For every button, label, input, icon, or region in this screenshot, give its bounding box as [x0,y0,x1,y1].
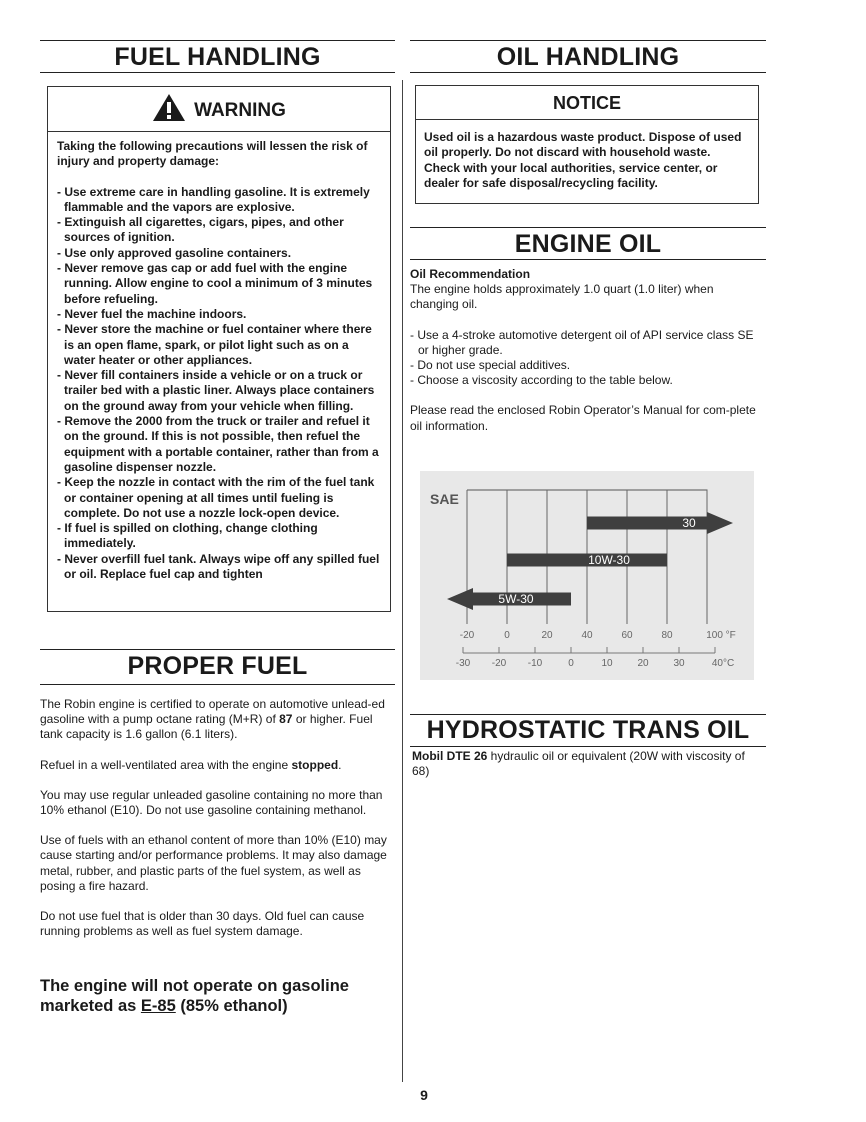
viscosity-bar [587,512,733,534]
warning-intro: Taking the following precautions will lessen the risk of injury and property damage: [57,139,368,169]
warning-item: - Never fill containers inside a vehicle or on a truck or trailer bed with a plastic liner. Always place containers on the ground away from your vehicle when filling. [57,368,375,413]
warning-item: - Keep the nozzle in contact with the rim of the fuel tank or container opening at all times until fueling is complete. Do not use a nozzle lock-open device. [57,475,375,520]
chart-title: SAE [430,491,459,507]
viscosity-bar [447,588,571,610]
celsius-tick-label: 40°C [711,658,735,669]
viscosity-bar-shape [507,554,667,567]
fahrenheit-tick-label: 20 [541,630,553,641]
oil-recommendation-subhead: Oil Recommendation [410,267,531,281]
refuel-emphasis: stopped [291,757,339,772]
engine-oil-title: ENGINE OIL [514,230,662,258]
warning-header [48,93,390,122]
column-divider [402,80,403,1082]
proper-fuel-bottom-rule [40,684,395,685]
celsius-tick-label: 10 [601,658,613,669]
hydrostatic-title: HYDROSTATIC TRANS OIL [426,716,750,744]
warning-item: - Never fuel the machine indoors. [57,306,247,321]
proper-fuel-text [40,697,395,939]
refuel-period: . [338,757,342,772]
fuel-handling-bottom-rule [40,72,395,73]
ethanol-paragraph: You may use regular unleaded gasoline containing no more than 10% ethanol (E10). Do not use gasoline containing methanol. [40,787,383,818]
warning-box [47,86,391,612]
notice-text: Used oil is a hazardous waste product. Dispose of used oil properly. Do not discard with household waste. Check with your local authorities, service center, or dealer for safe disposal/recycling facility. [424,130,742,190]
e85-note: (85% ethanol) [175,997,288,1015]
tank-capacity-text: or higher. Fuel tank capacity is 1.6 gallon (6.1 liters). [40,712,373,742]
engine-oil-top-rule [410,227,766,228]
octane-text: The Robin engine is certified to operate on automotive unlead-ed gasoline with a pump octane rating (M+R) of [40,697,385,727]
proper-fuel-title: PROPER FUEL [127,652,308,680]
warning-item: - Never store the machine or fuel container where there is an open flame, spark, or pilot light such as on a water heater or other appliances. [57,322,372,367]
warning-item: - Use extreme care in handling gasoline. It is extremely flammable and the vapors are explosive. [57,184,370,214]
viscosity-bar-label: 5W-30 [498,592,534,606]
warning-label: WARNING [194,100,286,121]
page-number: 9 [420,1087,428,1103]
oil-handling-bottom-rule [410,72,766,73]
octane-paragraph [40,697,395,743]
e85-statement [40,976,390,1016]
fahrenheit-tick-label: 40 [581,630,593,641]
viscosity-bar-label: 10W-30 [588,553,630,567]
refuel-text: Refuel in a well-ventilated area with the engine [40,757,292,772]
celsius-tick-label: 0 [568,658,574,669]
warning-triangle-icon [152,93,186,122]
celsius-tick-label: -10 [527,658,543,669]
viscosity-bar-shape [587,512,733,534]
old-fuel-paragraph: Do not use fuel that is older than 30 days. Old fuel can cause running problems as well as fuel system damage. [40,909,365,939]
hydrostatic-bottom-rule [410,746,766,747]
celsius-tick-label: -30 [455,658,471,669]
fahrenheit-tick-label: -20 [459,630,475,641]
sae-viscosity-chart [420,471,754,680]
operator-manual-paragraph: Please read the enclosed Robin Operator’s Manual for com-plete oil information. [410,403,756,433]
notice-box [415,85,759,204]
viscosity-bar-label: 30 [682,516,696,530]
warning-item: - Extinguish all cigarettes, cigars, pipes, and other sources of ignition. [57,215,344,245]
e85-underlined: E-85 [140,997,176,1015]
oil-item: - Do not use special additives. [410,358,571,373]
engine-oil-text [410,267,760,434]
fahrenheit-tick-label: 80 [661,630,673,641]
e85-text: The engine will not operate on gasoline marketed as [40,977,349,1015]
warning-item: - If fuel is spilled on clothing, change clothing immediately. [57,521,318,551]
celsius-tick-label: -20 [491,658,507,669]
proper-fuel-top-rule [40,649,395,650]
fuel-handling-title: FUEL HANDLING [114,43,321,71]
fahrenheit-tick-label: 60 [621,630,633,641]
hydraulic-oil-spec: hydraulic oil or equivalent (20W with viscosity of 68) [412,749,745,779]
warning-item: - Never remove gas cap or add fuel with the engine running. Allow engine to cool a minimum of 3 minutes before refueling. [57,261,373,306]
hydraulic-oil-name: Mobil DTE 26 [412,749,488,763]
octane-value: 87 [279,712,293,727]
celsius-tick-label: 30 [673,658,685,669]
warning-item: - Remove the 2000 from the truck or trailer and refuel it on the ground. If this is not possible, then refuel the equipment with a portable container, rather than from a gasoline dispenser nozzle. [57,414,379,474]
warning-item: - Never overfill fuel tank. Always wipe off any spilled fuel or oil. Replace fuel cap and tighten [57,551,380,582]
celsius-tick-label: 20 [637,658,649,669]
hydrostatic-text [412,749,760,779]
ethanol-warning-paragraph: Use of fuels with an ethanol content of more than 10% (E10) may cause starting and/or performance problems. It may also damage metal, rubber, and plastic parts of the fuel system, as well as posing a fire hazard. [40,833,387,893]
fuel-handling-top-rule [40,40,395,41]
fahrenheit-tick-label: 0 [504,630,510,641]
engine-oil-bottom-rule [410,259,766,260]
warning-item: - Use only approved gasoline containers. [57,245,292,260]
refuel-paragraph [40,758,395,773]
oil-handling-top-rule [410,40,766,41]
sae-chart-svg [420,471,754,680]
viscosity-bar [507,553,667,567]
warning-body [57,139,382,582]
hydrostatic-top-rule [410,714,766,715]
oil-capacity-paragraph: The engine holds approximately 1.0 quart (1.0 liter) when changing oil. [410,282,714,312]
oil-handling-title: OIL HANDLING [496,43,680,71]
oil-item: - Use a 4-stroke automotive detergent oil of API service class SE or higher grade. [410,327,754,357]
oil-item: - Choose a viscosity according to the table below. [410,373,673,388]
fahrenheit-tick-label: 100 °F [706,630,736,641]
notice-label: NOTICE [552,93,621,113]
